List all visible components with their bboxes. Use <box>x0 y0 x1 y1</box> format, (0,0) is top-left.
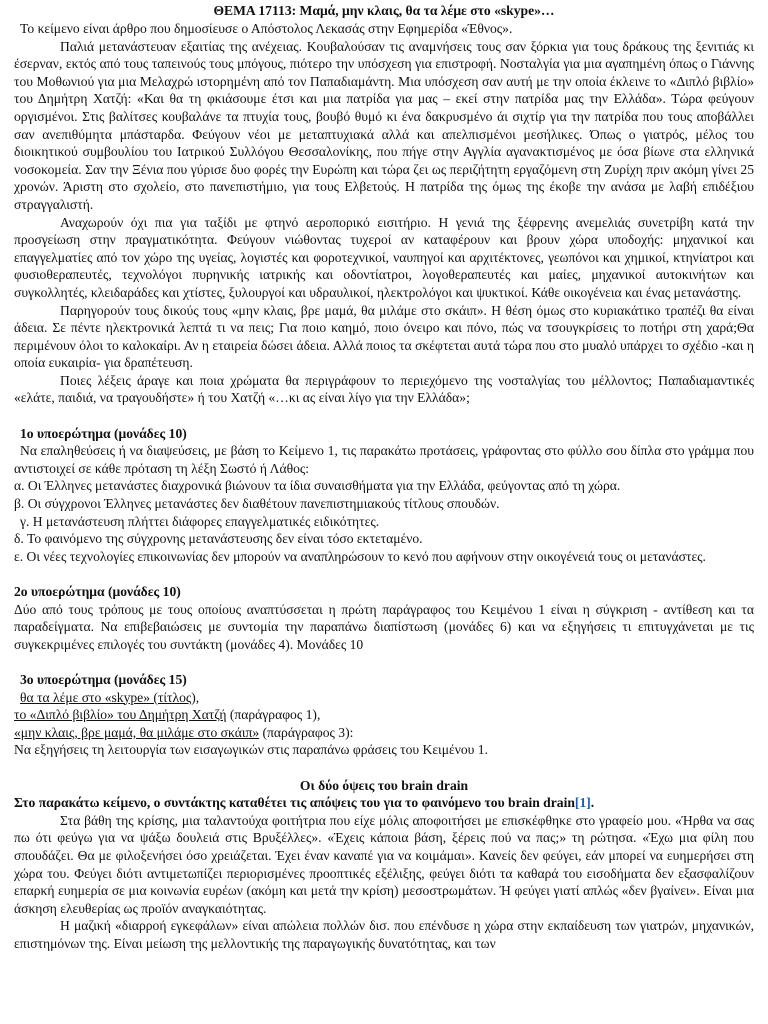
q3-item-2-quote: το «Διπλό βιβλίο» του Δημήτρη Χατζή <box>14 707 227 723</box>
q1-heading: 1ο υποερώτημα (μονάδες 10) <box>20 425 187 441</box>
q2-text: Δύο από τους τρόπους με τους οποίους αναπτύσσεται η πρώτη παράγραφος του Κειμένου 1 είναι η σύγκριση - αντίθεση και τα παραδείγματα. Να επιβεβαιώσεις με συντομία την παραπάνω διαπίστωση (μονάδες 6) και να εξηγήσεις τι επιτυγχάνεται με τις συγκεκριμένες επιλογές του συντάκτη (μονάδες 4). Μονάδες 10 <box>14 601 754 652</box>
q3-item-3: «μην κλαις, βρε μαμά, θα μιλάμε στο σκάιπ» (παράγραφος 3): <box>14 724 354 740</box>
text1-paragraph-1: Παλιά μετανάστευαν εξαιτίας της ανέχειας. Κουβαλούσαν τις αναμνήσεις τους σαν ξόρκια για τους δράκους της ξενιτιάς κι έσερναν, εκτός από τους ταπεινούς τους μπόγους, πιότερο την υπόσχεση για επιστροφή. Νοσταλγία για μια αγαπημένη όπως ο Γιάννης του Μοθωνιού για μια Μελαχρώ ιστορημένη από τον Παπαδιαμάντη. Μια υπόσχεση σαν αυτή με την οποία έκλεινε το «Διπλό βιβλίο» του Δημήτρη Χατζή: «Και θα τη φκιάσουμε έτσι και μια πατρίδα για μας – εκεί στην πατρίδα μας την Ελλάδα». Τώρα φεύγουν οργισμένοι. Στις βαλίτσες κουβαλάνε τα πτυχία τους, βουβό θυμό κι ένα δακρυσμένο άι σιχτίρ για την πατρίδα που τους αποβάλλει σαν ανεπιθύμητα μπάσταρδα. Φεύγουν νέοι με μεταπτυχιακά αλλά και απελπισμένοι μεσήλικες. Όπως ο γιατρός, μέλος του διοικητικού συμβουλίου του Ιατρικού Συλλόγου Θεσσαλονίκης, που πήγε στην Αγγλία αγανακτισμένος με όσα βίωνε στα ελληνικά νοσοκομεία. Σαν την Ξένια που γύρισε δυο φορές την Ευρώπη και τώρα ζει ως περιζήτητη εργαζόμενη στη Ζυρίχη πριν ακόμη γίνει 25 χρονών. Άριστη στο σχολείο, στο πανεπιστήμιο, για τους Ελβετούς. Η πατρίδα της όμως της έκοβε την ανάσα με λαβή επιδέξιου στραγγαλιστή. <box>14 38 754 212</box>
q2-heading: 2ο υποερώτημα (μονάδες 10) <box>14 584 181 599</box>
text2-paragraph-1: Στα βάθη της κρίσης, μια ταλαντούχα φοιτήτρια που είχε μόλις αποφοιτήσει με επισκέφθηκε στο γραφείο μου. «Ήρθα να σας πω ότι φεύγω για να ψάξω δουλειά στις Βρυξέλλες». «Έχεις κάποια βάση, ξέρεις πού να πας;» τη ρώτησα. «Έχω μια φίλη που σπουδάζει. Θα με φιλοξενήσει όσο χρειάζεται. Έχει έναν καναπέ για να κοιμάμαι». Κανείς δεν φεύγει, εάν μπορεί να ευημερήσει στη χώρα του. Φεύγει διότι αντιμετωπίζει περιορισμένες προοπτικές εξέλιξης, φεύγει διότι τα καθαρά του εισοδήματα δεν εξασφαλίζουν επαρκή ευημερία σε μια κοινωνία ευρέων (ακόμη και μετά την κρίση) μεσοστρωμάτων. Ή φεύγει γιατί απλώς «δεν βγαίνει». Είναι μια άσκηση ελευθερίας ως προϊόν αναγκαιότητας. <box>14 812 754 916</box>
q3-item-1-quote: θα τα λέμε στο «skype» (τίτλος), <box>20 689 200 705</box>
q1-instruction: Να επαληθεύσεις ή να διαψεύσεις, με βάση το Κείμενο 1, τις παρακάτω προτάσεις, γράφοντας στο φύλλο σου δίπλα στο γράμμα που αντιστοιχεί σε κάθε πρόταση τη λέξη Σωστό ή Λάθος: <box>14 443 754 476</box>
text2-lead: Στο παρακάτω κείμενο, ο συντάκτης καταθέτει τις απόψεις του για το φαινόμενο του brain drain[1]. <box>14 795 595 811</box>
q1-item-d: δ. Το φαινόμενο της σύγχρονης μετανάστευσης δεν είναι τόσο εκτεταμένο. <box>14 531 423 547</box>
intro-text: Το κείμενο είναι άρθρο που δημοσίευσε ο Απόστολος Λεκασάς στην Εφημερίδα «Έθνος». <box>20 21 513 36</box>
q3-item-2: το «Διπλό βιβλίο» του Δημήτρη Χατζή (παράγραφος 1), <box>14 707 321 723</box>
text2-title: Οι δύο όψεις του brain drain <box>299 777 469 793</box>
q3-item-1 <box>14 689 754 707</box>
q1-item-c: γ. Η μετανάστευση πλήττει διάφορες επαγγελματικές ειδικότητες. <box>20 513 380 529</box>
q3-instruction: Να εξηγήσεις τη λειτουργία των εισαγωγικών στις παραπάνω φράσεις του Κειμένου 1. <box>14 742 488 758</box>
footnote-link[interactable]: [1] <box>574 795 591 811</box>
q1-item-a: α. Οι Έλληνες μετανάστες διαχρονικά βιώνουν τα ίδια συναισθήματα για την Ελλάδα, φεύγοντας από τη χώρα. <box>14 478 621 494</box>
document-title: ΘΕΜΑ 17113: Μαμά, μην κλαις, θα τα λέμε στο «skype»… <box>213 3 555 18</box>
q3-item-3-quote: «μην κλαις, βρε μαμά, θα μιλάμε στο σκάιπ» <box>14 724 260 740</box>
text2-paragraph-2: Η μαζική «διαρροή εγκεφάλων» είναι απώλεια πολλών δισ. που επένδυσε η χώρα στην εκπαίδευση των γιατρών, μηχανικών, επιστημόνων της. Είναι μείωση της μελλοντικής της παραγωγικής δυνατότητας, και των <box>14 918 754 951</box>
q1-item-e: ε. Οι νέες τεχνολογίες επικοινωνίας δεν μπορούν να αναπληρώσουν το κενό που αφήνουν στην οικογένειά τους οι μετανάστες. <box>14 548 706 564</box>
q3-heading: 3ο υποερώτημα (μονάδες 15) <box>20 671 187 687</box>
text1-paragraph-2: Αναχωρούν όχι πια για ταξίδι με φτηνό αεροπορικό εισιτήριο. Η γενιά της ξέφρενης ανεμελιάς συνετρίβη κατά την προσγείωση στην πραγματικότητα. Φεύγουν νιώθοντας τυχεροί αν καταφέρουν και βρουν χώρα υποδοχής: μηχανικοί και επαγγελματίες από τον χώρο της υγείας, λογιστές και φοροτεχνικοί, ναυπηγοί και αρχιτέκτονες, γεωπόνοι και χημικοί, κτηνίατροι και φυσιοθεραπευτές, τεχνολόγοι πυρηνικής ιατρικής και οδοντίατροι, λογοθεραπευτές και μαίες, μηχανικοί αυτοκινήτων και συγκολλητές, κλειδαράδες και χτίστες, ξυλουργοί και υδραυλικοί, ηλεκτρολόγοι και ψυκτικοί. Κάθε οικογένεια και ένας μετανάστης. <box>14 214 754 300</box>
text1-paragraph-3: Παρηγορούν τους δικούς τους «μην κλαις, βρε μαμά, θα μιλάμε στο σκάιπ». Η θέση όμως στο κυριακάτικο τραπέζι θα είναι άδεια. Σε πέντε ηλεκτρονικά λεπτά τι να πεις; Για ποιο καημό, ποιο όνειρο και πόνο, πώς να τσουγκρίσεις το ποτήρι στη χαρά;Θα περιμένουν όλοι το καλοκαίρι. Αν η εταιρεία δώσει άδεια. Αλλά ποιος τα σκέφτεται αυτά τώρα που στο μυαλό υπάρχει το σχέδιο -και η οποία ευκαιρία- για δραπέτευση. <box>14 302 754 371</box>
text1-paragraph-4: Ποιες λέξεις άραγε και ποια χρώματα θα περιγράφουν το περιεχόμενο της νοσταλγίας του μέλλοντος; Παπαδιαμαντικές «ελάτε, παιδιά, να τραγουδήστε» ή του Χατζή «…κι ας είναι λίγο για την Ελλάδα»; <box>14 372 754 406</box>
q1-item-b: β. Οι σύγχρονοι Έλληνες μετανάστες δεν διαθέτουν πανεπιστημιακούς τίτλους σπουδών. <box>14 496 500 512</box>
